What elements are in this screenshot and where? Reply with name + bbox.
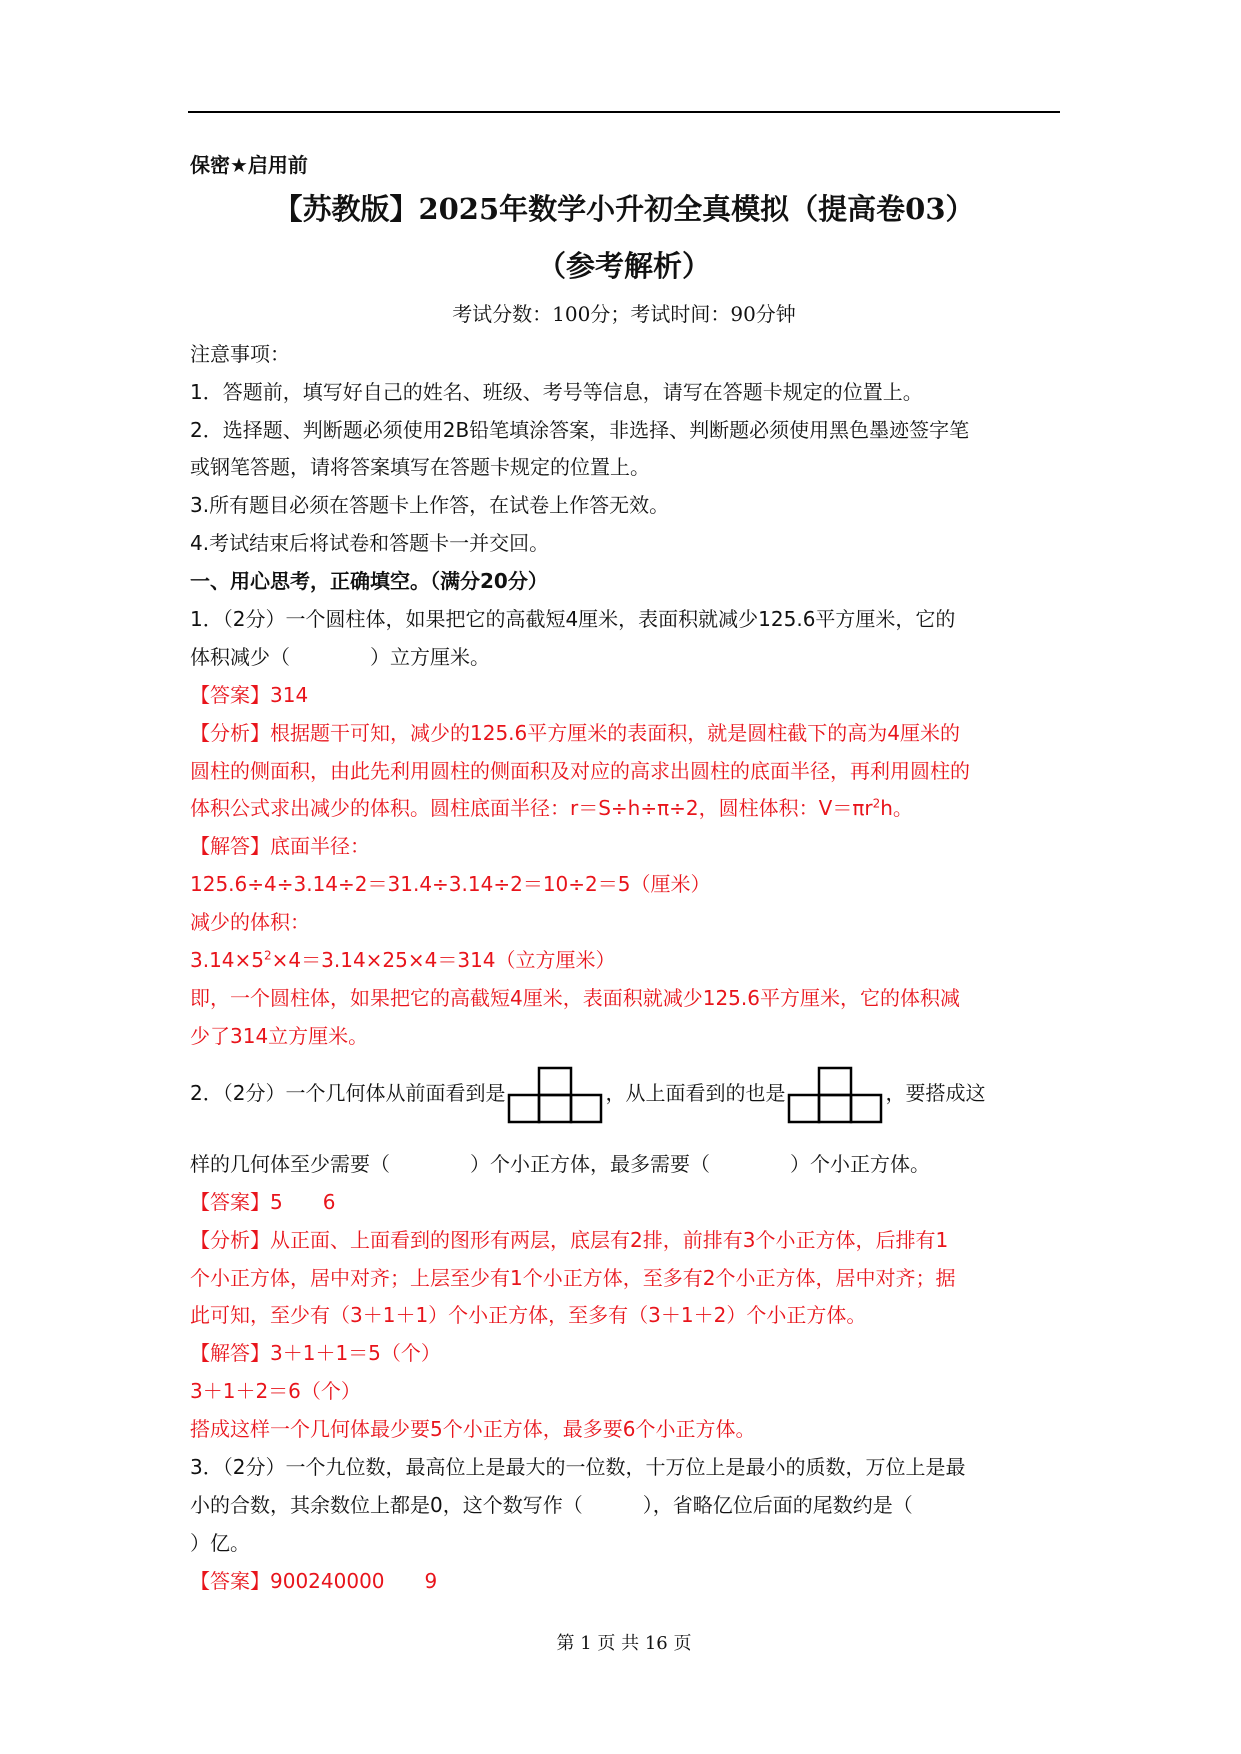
question-1-solution: 125.6÷4÷3.14÷2＝31.4÷3.14÷2＝10÷2＝5（厘米） bbox=[190, 872, 711, 896]
question-1-solution: 减少的体积： bbox=[190, 910, 310, 934]
question-1-conclusion: 即，一个圆柱体，如果把它的高截短4厘米，表面积就减少125.6平方厘米，它的体积减 bbox=[190, 986, 960, 1010]
question-2-analysis: 此可知，至少有（3＋1＋1）个小正方体，至多有（3＋1＋2）个小正方体。 bbox=[190, 1303, 867, 1327]
question-1-analysis: 圆柱的侧面积，由此先利用圆柱的侧面积及对应的高求出圆柱的底面半径，再利用圆柱的 bbox=[190, 759, 970, 783]
question-1-analysis: 【分析】根据题干可知，减少的125.6平方厘米的表面积，就是圆柱截下的高为4厘米的 bbox=[190, 721, 960, 745]
question-1-analysis: 体积公式求出减少的体积。圆柱底面半径：r＝S÷h÷π÷2，圆柱体积：$V=\pi r^2h$。 bbox=[190, 796, 913, 820]
notes-heading: 注意事项： bbox=[190, 342, 290, 366]
question-1-solution: 【解答】底面半径： bbox=[190, 834, 370, 858]
question-1-answer: 【答案】314 bbox=[190, 683, 309, 707]
question-2-analysis: 个小正方体，居中对齐；上层至少有1个小正方体，至多有2个小正方体，居中对齐；据 bbox=[190, 1266, 956, 1290]
question-2-solution: 3＋1＋2＝6（个） bbox=[190, 1379, 361, 1403]
question-3-stem: 小的合数，其余数位上都是0，这个数写作（ ），省略亿位后面的尾数约是（ bbox=[190, 1493, 913, 1517]
question-1-conclusion: 少了314立方厘米。 bbox=[190, 1024, 369, 1048]
question-2-answer: 【答案】5 6 bbox=[190, 1190, 336, 1214]
question-1-stem: 体积减少（ ）立方厘米。 bbox=[190, 645, 490, 669]
page-title: 【苏教版】2025年数学小升初全真模拟（提高卷03） bbox=[273, 192, 975, 226]
page-number: 第 1 页 共 16 页 bbox=[556, 1633, 692, 1654]
question-3-answer: 【答案】900240000 9 bbox=[190, 1569, 438, 1593]
question-2-stem: 2．（2分）一个几何体从前面看到是 ，从上面看到的也是 ，要搭成这 bbox=[190, 1064, 1062, 1122]
top-view-figure bbox=[787, 1066, 883, 1124]
note-item: 2．选择题、判断题必须使用2B铅笔填涂答案，非选择、判断题必须使用黑色墨迹签字笔 bbox=[190, 418, 970, 442]
header-rule bbox=[188, 111, 1060, 113]
question-3-stem: 3．（2分）一个九位数，最高位上是最大的一位数，十万位上是最小的质数，万位上是最 bbox=[190, 1455, 966, 1479]
question-2-solution: 【解答】3＋1＋1＝5（个） bbox=[190, 1341, 441, 1365]
question-1-stem: 1．（2分）一个圆柱体，如果把它的高截短4厘米，表面积就减少125.6平方厘米，它的 bbox=[190, 607, 956, 631]
note-item: 4.考试结束后将试卷和答题卡一并交回。 bbox=[190, 531, 550, 555]
question-2-analysis: 【分析】从正面、上面看到的图形有两层，底层有2排，前排有3个小正方体，后排有1 bbox=[190, 1228, 949, 1252]
note-item: 或钢笔答题，请将答案填写在答题卡规定的位置上。 bbox=[190, 455, 650, 479]
exam-info: 考试分数：100分；考试时间：90分钟 bbox=[452, 302, 796, 326]
note-item: 1．答题前，填写好自己的姓名、班级、考号等信息，请写在答题卡规定的位置上。 bbox=[190, 380, 923, 404]
question-1-solution: $3.14\times 5^2\times 4=3.14\times 25\times 4=314$（立方厘米） bbox=[190, 948, 616, 972]
section-heading: 一、用心思考，正确填空。（满分20分） bbox=[190, 569, 548, 593]
question-2-conclusion: 搭成这样一个几何体最少要5个小正方体，最多要6个小正方体。 bbox=[190, 1417, 756, 1441]
note-item: 3.所有题目必须在答题卡上作答，在试卷上作答无效。 bbox=[190, 493, 670, 517]
page-subtitle: （参考解析） bbox=[536, 249, 711, 283]
confidential-label: 保密★启用前 bbox=[190, 153, 308, 177]
front-view-figure bbox=[507, 1066, 603, 1124]
question-3-stem: ）亿。 bbox=[190, 1531, 250, 1555]
question-2-stem: 样的几何体至少需要（ ）个小正方体，最多需要（ ）个小正方体。 bbox=[190, 1152, 930, 1176]
